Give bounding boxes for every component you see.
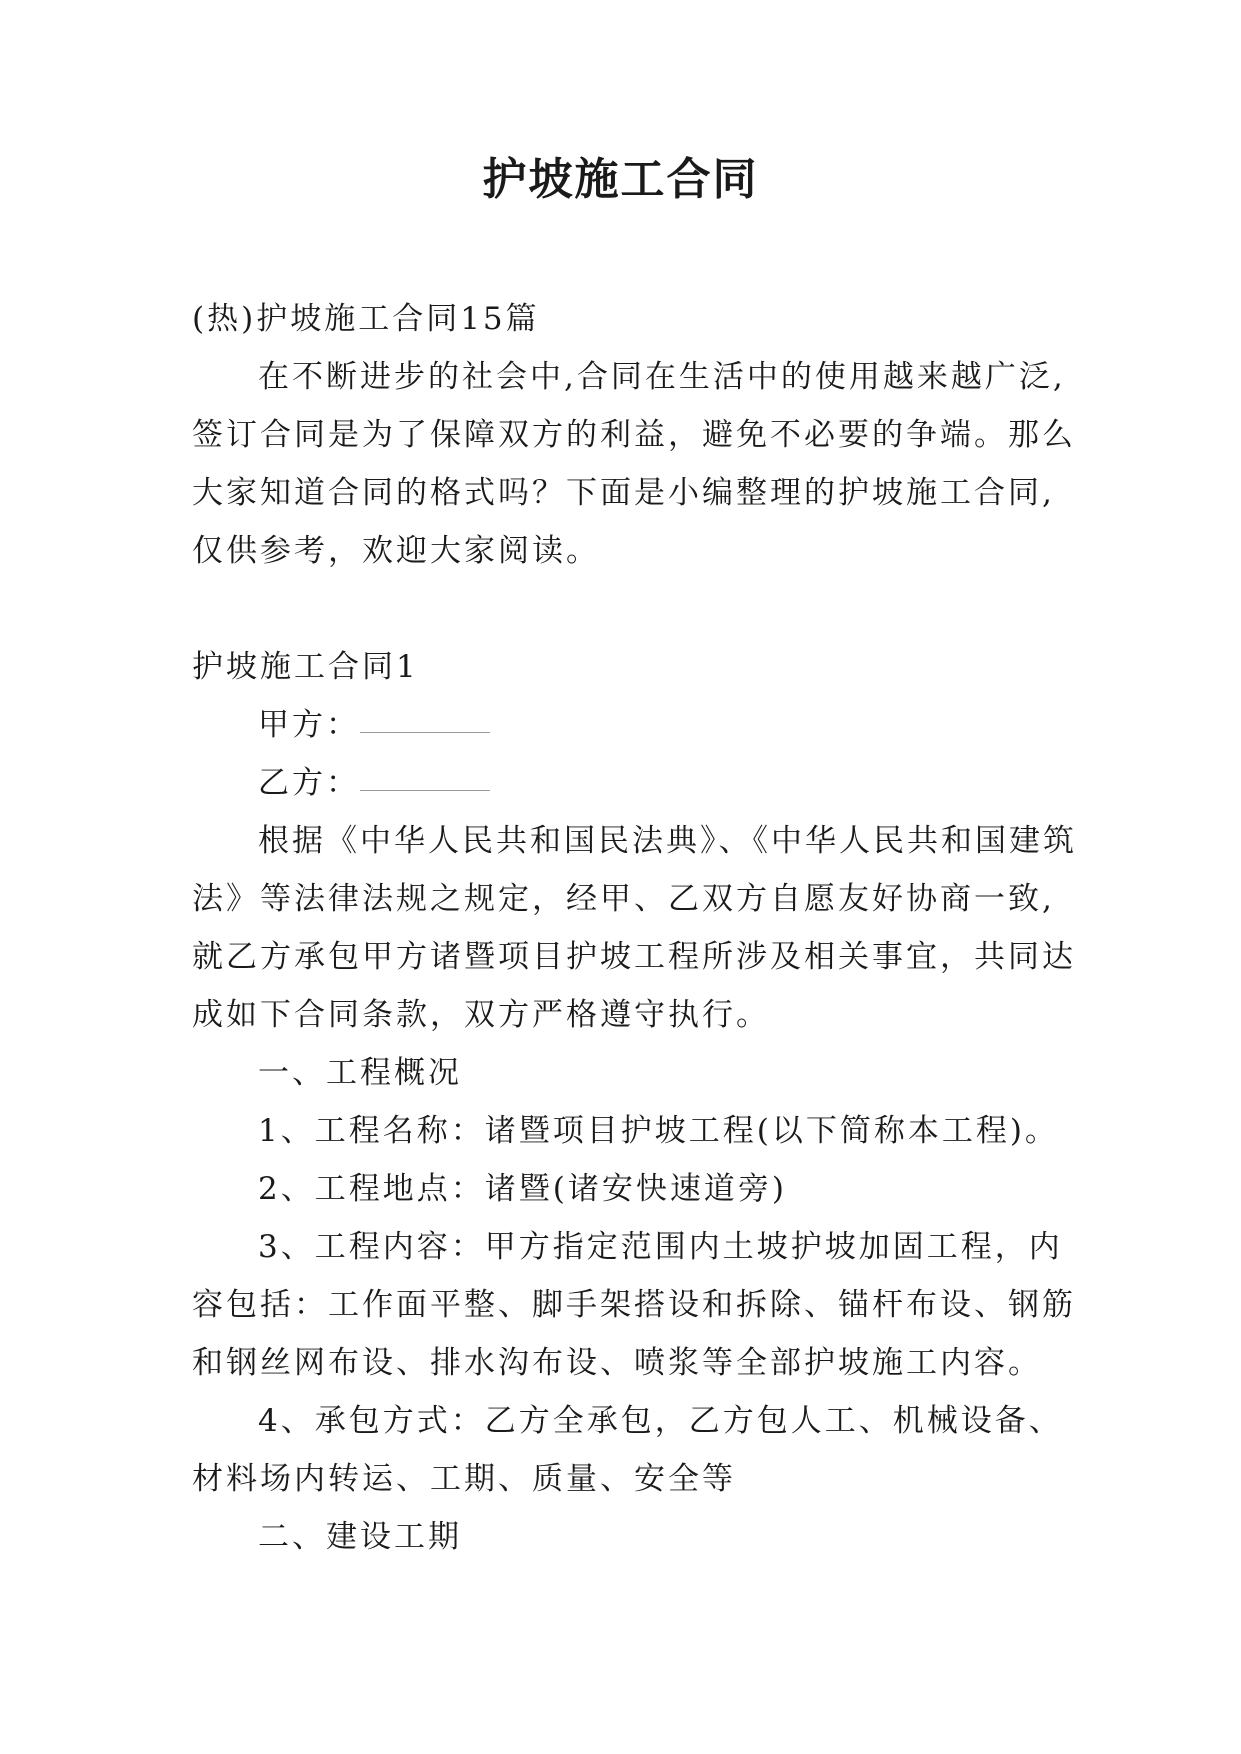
preamble-line: 就乙方承包甲方诸暨项目护坡工程所涉及相关事宜，共同达 xyxy=(192,939,1076,975)
clause-item-3-continued: 和钢丝网布设、排水沟布设、喷浆等全部护坡施工内容。 xyxy=(192,1345,1042,1381)
document-body xyxy=(192,290,1077,1566)
clause-item-3-continued: 容包括：工作面平整、脚手架搭设和拆除、锚杆布设、钢筋 xyxy=(192,1287,1076,1323)
intro-line: 签订合同是为了保障双方的利益，避免不必要的争端。那么 xyxy=(192,417,1076,453)
document-title: 护坡施工合同 xyxy=(482,154,759,205)
clause-item-4-continued: 材料场内转运、工期、质量、安全等 xyxy=(192,1461,736,1497)
section-1-title: 一、工程概况 xyxy=(258,1055,462,1091)
clause-item-3: 3、工程内容：甲方指定范围内土坡护坡加固工程，内 xyxy=(258,1229,1063,1265)
clause-item-1: 1、工程名称：诸暨项目护坡工程(以下简称本工程)。 xyxy=(258,1113,1059,1149)
section-2-title: 二、建设工期 xyxy=(258,1519,462,1555)
intro-line: 大家知道合同的格式吗？下面是小编整理的护坡施工合同, xyxy=(192,475,1055,511)
party-a-label: 甲方： xyxy=(258,707,360,743)
intro-line: 在不断进步的社会中,合同在生活中的使用越来越广泛, xyxy=(258,359,1066,395)
subtitle-line: (热)护坡施工合同15篇 xyxy=(192,301,540,337)
party-b-blank xyxy=(360,764,490,791)
contract-heading: 护坡施工合同1 xyxy=(192,649,419,685)
party-b-line xyxy=(192,754,1072,812)
party-a-blank xyxy=(360,706,490,733)
clause-item-4: 4、承包方式：乙方全承包，乙方包人工、机械设备、 xyxy=(258,1403,1063,1439)
paragraph-gap xyxy=(192,580,1072,638)
preamble-line: 成如下合同条款，双方严格遵守执行。 xyxy=(192,997,770,1033)
party-b-label: 乙方： xyxy=(258,765,360,801)
preamble-line: 根据《中华人民共和国民法典》、《中华人民共和国建筑 xyxy=(258,823,1077,859)
party-a-line xyxy=(192,696,1072,754)
clause-item-2: 2、工程地点：诸暨(诸安快速道旁) xyxy=(258,1171,787,1207)
preamble-line: 法》等法律法规之规定，经甲、乙双方自愿友好协商一致, xyxy=(192,881,1055,917)
intro-line: 仅供参考，欢迎大家阅读。 xyxy=(192,533,600,569)
